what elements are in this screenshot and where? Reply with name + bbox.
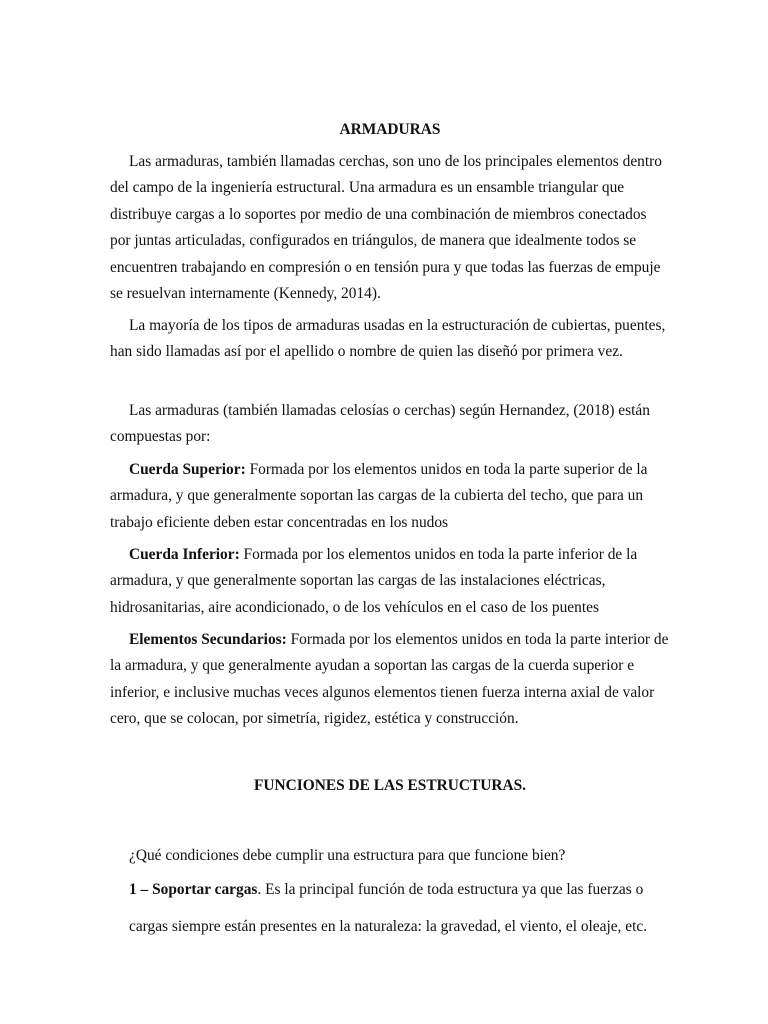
definition-cuerda-superior: Formada por los elementos unidos en toda la parte superior de la armadura, y que generalmente soportan las cargas de la cubierta del techo, que para un trabajo eficiente deben estar concentradas en los nudos [110, 461, 648, 531]
paragraph-types: La mayoría de los tipos de armaduras usadas en la estructuración de cubiertas, puentes, han sido llamadas así por el apellido o nombre de quien las diseñó por primera vez. [110, 317, 666, 361]
paragraph-question: ¿Qué condiciones debe cumplir una estructura para que funcione bien? [129, 847, 566, 864]
paragraph-composition: Las armaduras (también llamadas celosías o cerchas) según Hernandez, (2018) están compuestas por: [110, 402, 650, 446]
definition-elementos-secundarios: Formada por los elementos unidos en toda la parte interior de la armadura, y que generalmente ayudan a soportan las cargas de la cuerda superior e inferior, e inclusive muchas veces algunos elementos tienen fuerza interna axial de valor cero, que se colocan, por simetría, rigidez, estética y construcción. [110, 631, 669, 728]
definition-cuerda-inferior: Formada por los elementos unidos en toda la parte inferior de la armadura, y que generalmente soportan las cargas de las instalaciones eléctricas, hidrosanitarias, aire acondicionado, o de los vehículos en el caso de los puentes [110, 546, 638, 616]
term-elementos-secundarios: Elementos Secundarios: [129, 631, 287, 648]
paragraph-elementos-secundarios [110, 627, 670, 733]
list-item-continuation: cargas siempre están presentes en la naturaleza: la gravedad, el viento, el oleaje, etc. [129, 918, 648, 935]
list-item-soportar-cargas [110, 877, 670, 903]
term-cuerda-inferior: Cuerda Inferior: [129, 546, 240, 563]
term-cuerda-superior: Cuerda Superior: [129, 461, 246, 478]
section-title-funciones: FUNCIONES DE LAS ESTRUCTURAS. [254, 777, 526, 794]
definition-soportar-cargas: . Es la principal función de toda estructura ya que las fuerzas o [257, 881, 644, 898]
term-soportar-cargas: 1 – Soportar cargas [129, 881, 258, 898]
document-title: ARMADURAS [339, 121, 441, 138]
paragraph-cuerda-superior [110, 457, 670, 536]
paragraph-intro: Las armaduras, también llamadas cerchas, son uno de los principales elementos dentro del campo de la ingeniería estructural. Una armadura es un ensamble triangular que distribuye cargas a lo soportes por medio de una combinación de miembros conectados por juntas articuladas, configurados en triángulos, de manera que idealmente todos se encuentren trabajando en compresión o en tensión pura y que todas las fuerzas de empuje se resuelvan internamente (Kennedy, 2014). [110, 153, 662, 303]
paragraph-cuerda-inferior [110, 542, 670, 621]
